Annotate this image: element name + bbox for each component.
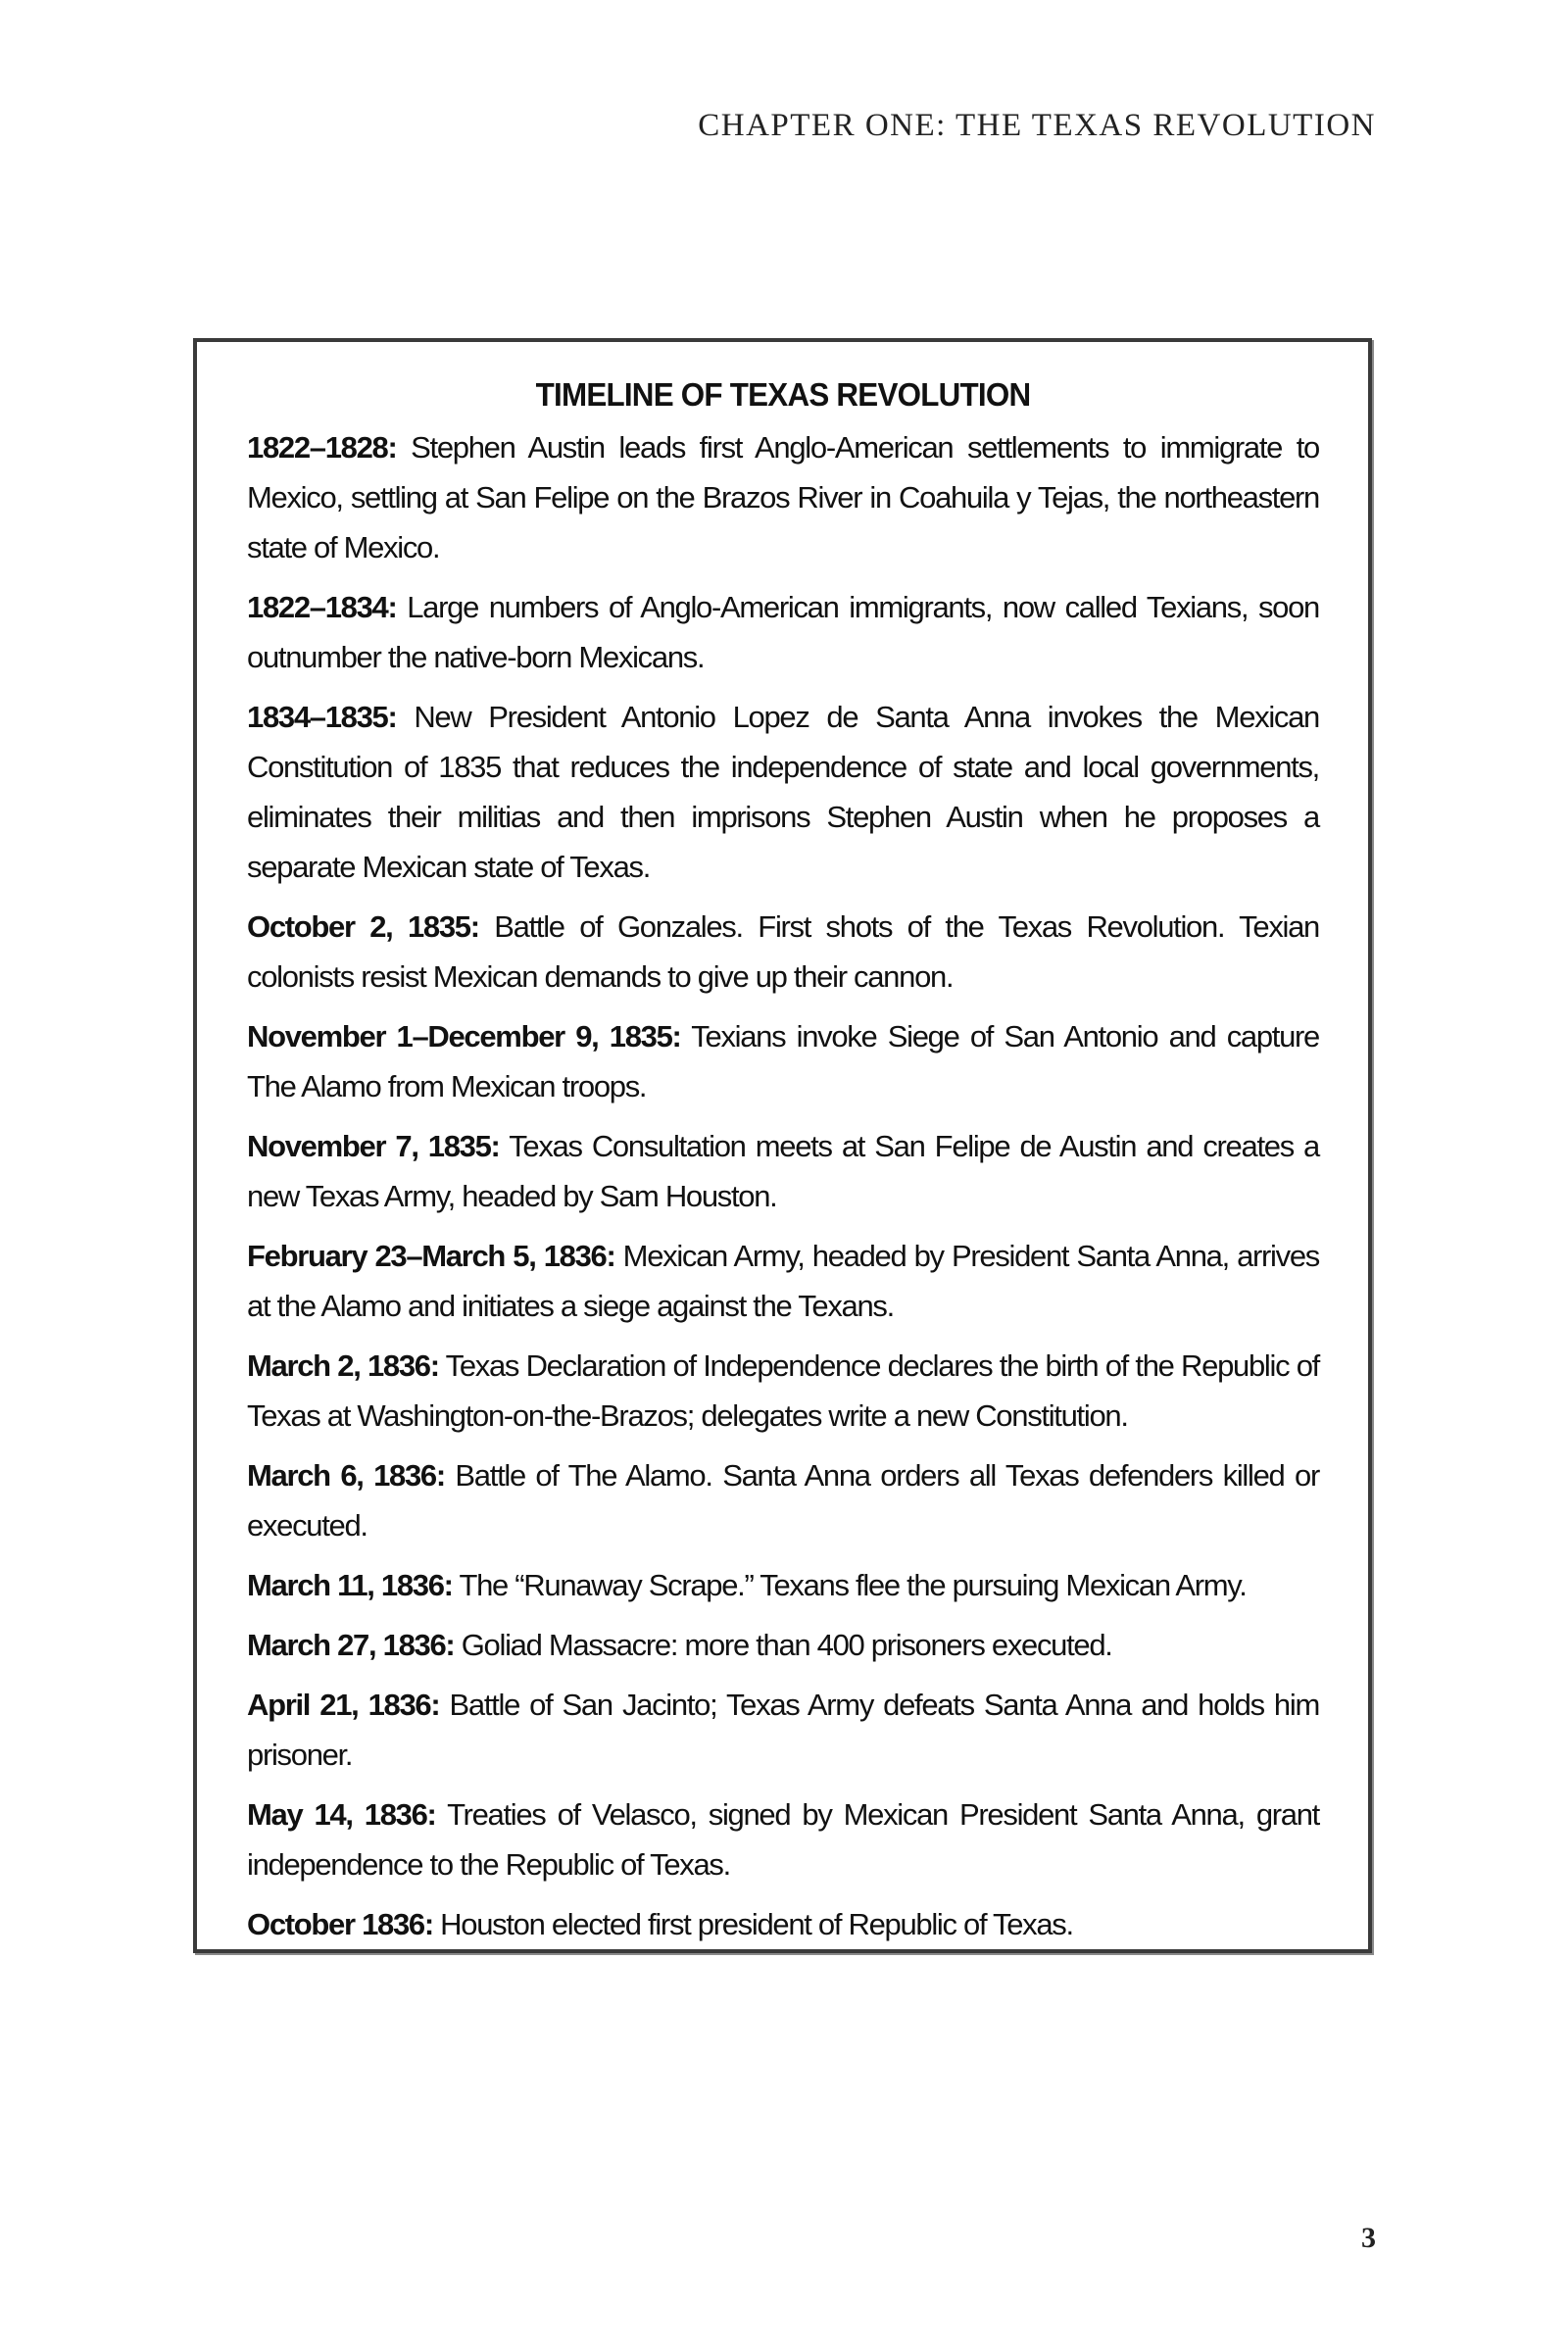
entry-date: 1822–1834: (247, 590, 397, 624)
entry-text: Texas Declaration of Independence declares the birth of the Republic of Texas at Washington-on-the-Brazos; delegates write a new Constitution. (247, 1348, 1319, 1433)
entry-text: Mexican Army, headed by President Santa Anna, arrives at the Alamo and initiates a siege against the Texans. (247, 1239, 1319, 1323)
timeline-title: TIMELINE OF TEXAS REVOLUTION (535, 376, 1031, 413)
entry-text: Texians invoke Siege of San Antonio and capture The Alamo from Mexican troops. (247, 1019, 1319, 1103)
timeline-box (193, 338, 1372, 1953)
entry-text: New President Antonio Lopez de Santa Anna invokes the Mexican Constitution of 1835 that reduces the independence of state and local governments, eliminates their militias and then imprisons Stephen Austin when he proposes a separate Mexican state of Texas. (247, 700, 1319, 884)
entry-date: November 7, 1835: (247, 1129, 500, 1163)
timeline-entry (247, 1620, 1319, 1670)
entry-date: March 11, 1836: (247, 1568, 453, 1602)
entry-text: Battle of The Alamo. Santa Anna orders all Texas defenders killed or executed. (247, 1458, 1319, 1543)
entry-date: October 1836: (247, 1907, 433, 1941)
timeline-entry (247, 1450, 1319, 1550)
timeline-entry (247, 1680, 1319, 1780)
entry-date: April 21, 1836: (247, 1688, 440, 1722)
entry-text: Texas Consultation meets at San Felipe de Austin and creates a new Texas Army, headed by Sam Houston. (247, 1129, 1320, 1213)
timeline-entry (247, 1899, 1319, 1949)
entry-text: Large numbers of Anglo-American immigrants, now called Texians, soon outnumber the native-born Mexicans. (247, 590, 1319, 674)
page-number: 3 (1361, 2222, 1376, 2254)
timeline-entry (247, 692, 1319, 892)
timeline-entry (247, 1341, 1319, 1441)
entry-text: Goliad Massacre: more than 400 prisoners executed. (454, 1628, 1112, 1662)
timeline-entry (247, 1121, 1319, 1221)
timeline-entry (247, 1789, 1319, 1889)
timeline-entry (247, 1011, 1319, 1111)
timeline-entry (247, 582, 1319, 682)
entry-date: 1834–1835: (247, 700, 397, 734)
entry-date: October 2, 1835: (247, 909, 479, 944)
running-head: CHAPTER ONE: THE TEXAS REVOLUTION (698, 108, 1376, 143)
timeline-entry (247, 1560, 1319, 1610)
entry-text: Houston elected first president of Republic of Texas. (432, 1907, 1073, 1941)
entry-date: November 1–December 9, 1835: (247, 1019, 681, 1054)
entry-date: February 23–March 5, 1836: (247, 1239, 615, 1273)
entry-date: 1822–1828: (247, 430, 397, 465)
entry-text: Battle of Gonzales. First shots of the Texas Revolution. Texian colonists resist Mexican demands to give up their cannon. (247, 909, 1319, 994)
entry-date: March 27, 1836: (247, 1628, 455, 1662)
timeline-entry (247, 1231, 1319, 1331)
entry-date: March 2, 1836: (247, 1348, 439, 1383)
entry-text: The “Runaway Scrape.” Texans flee the pursuing Mexican Army. (452, 1568, 1247, 1602)
entry-text: Stephen Austin leads first Anglo-American settlements to immigrate to Mexico, settling at San Felipe on the Brazos River in Coahuila y Tejas, the northeastern state of Mexico. (247, 430, 1319, 564)
entry-date: May 14, 1836: (247, 1797, 436, 1832)
entry-date: March 6, 1836: (247, 1458, 445, 1493)
entry-text: Treaties of Velasco, signed by Mexican President Santa Anna, grant independence to the Republic of Texas. (247, 1797, 1319, 1882)
timeline-entry (247, 422, 1319, 572)
timeline-entry (247, 902, 1319, 1002)
entry-text: Battle of San Jacinto; Texas Army defeats Santa Anna and holds him prisoner. (247, 1688, 1319, 1772)
